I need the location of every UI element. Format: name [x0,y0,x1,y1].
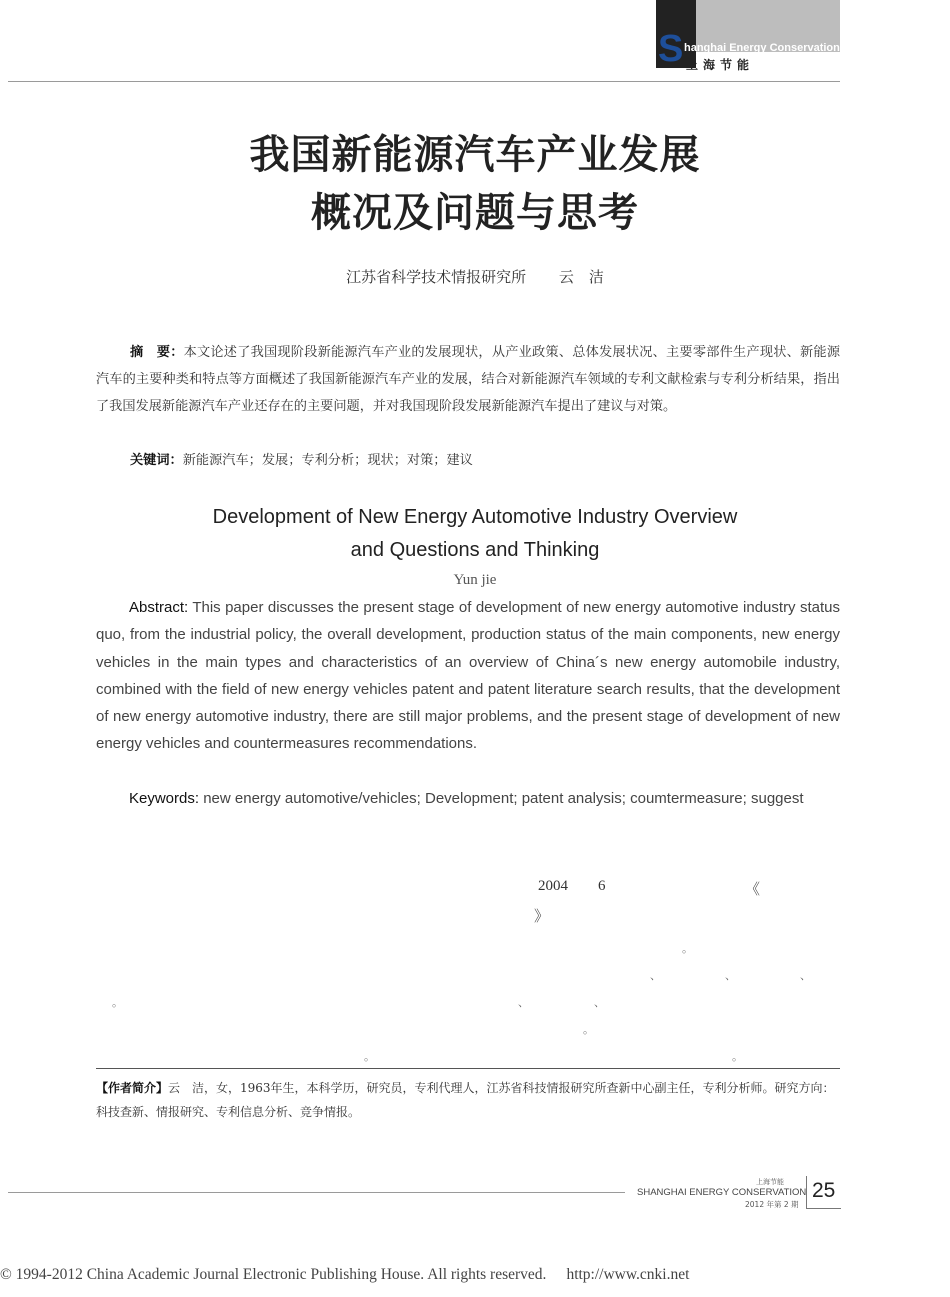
journal-name-en: hanghai Energy Conservation [684,42,840,54]
author-name: 云 洁 [558,268,604,286]
copyright-text: © 1994-2012 China Academic Journal Electronic Publishing House. All rights reserved. [0,1266,547,1283]
body-month: 6 [598,878,606,894]
footer-journal-cn: 上海节能 [756,1178,784,1186]
page-number: 25 [812,1179,836,1202]
body-comma: 、 [518,997,529,1009]
copyright-url[interactable]: http://www.cnki.net [566,1266,690,1283]
body-comma: 、 [800,970,811,982]
keywords-cn-text: 新能源汽车；发展；专利分析；现状；对策；建议 [182,453,473,468]
author-note-label: 【作者简介】 [96,1081,169,1095]
body-period: 。 [682,943,693,955]
body-open-quote: 《 [745,882,761,898]
abstract-cn-text: 本文论述了我国现阶段新能源汽车产业的发展现状，从产业政策、总体发展状况、主要零部件生产现状、新能源汽车的主要种类和特点等方面概述了我国新能源汽车产业的发展，结合对新能源汽车领域的专利文献检索与专利分析结果，指出了我国发展新能源汽车产业还存在的主要问题，并对我国现阶段发展新能源汽车提出了建议与对策。 [96,345,841,414]
abstract-cn-label: 摘 要： [130,345,184,360]
footer-rule [8,1192,625,1193]
journal-name-cn: 上海节能 [686,58,755,72]
body-year: 2004 [538,878,568,894]
footer-journal-en: SHANGHAI ENERGY CONSERVATION [637,1187,807,1198]
copyright-line [0,1266,689,1284]
keywords-cn-label: 关键词： [130,453,183,468]
body-comma: 、 [650,970,661,982]
body-period: 。 [364,1051,375,1063]
author-line [0,266,950,287]
title-en-line2: and Questions and Thinking [350,539,600,561]
body-period: 。 [583,1024,594,1036]
keywords-en [96,785,840,812]
author-note [96,1076,840,1124]
abstract-en-text: This paper discusses the present stage of development of new energy automotive industry status quo, from the industrial policy, the overall development, production status of the main components, new energy vehicles in the main types and characteristics of an overview of China´s new energy automobile industry, combined with the field of new energy vehicles patent and patent literature search results, that the development of new energy automotive industry, there are still major problems, and the present stage of development of new energy vehicles and countermeasures recommendations. [96,599,840,753]
body-close-quote: 》 [534,909,550,925]
author-note-text: 云 洁，女，1963年生，本科学历，研究员，专利代理人，江苏省科技情报研究所查新中心副主任，专利分析师。研究方向：科技查新、情报研究、专利信息分析、竞争情报。 [96,1081,835,1119]
keywords-en-text: new energy automotive/vehicles; Development; patent analysis; coumtermeasure; suggest [203,790,804,807]
body-comma: 、 [725,970,736,982]
note-rule [96,1068,840,1069]
abstract-cn [96,339,840,420]
title-cn-line1: 我国新能源汽车产业发展 [249,132,701,178]
title-cn-line2: 概况及问题与思考 [311,190,639,236]
keywords-en-label: Keywords: [129,790,200,807]
keywords-cn [96,447,840,474]
author-en: Yun jie [453,572,497,588]
title-en-line1: Development of New Energy Automotive Industry Overview [212,506,738,528]
body-period: 。 [732,1051,743,1063]
affiliation: 江苏省科学技术情报研究所 [346,268,527,286]
abstract-en-label: Abstract: [129,599,189,616]
header-rule [8,81,840,82]
journal-logo-letter: S [658,28,684,70]
body-comma: 、 [594,997,605,1009]
abstract-en [96,594,840,758]
body-period: 。 [112,997,123,1009]
footer-issue: 2012 年第 2 期 [745,1200,799,1209]
